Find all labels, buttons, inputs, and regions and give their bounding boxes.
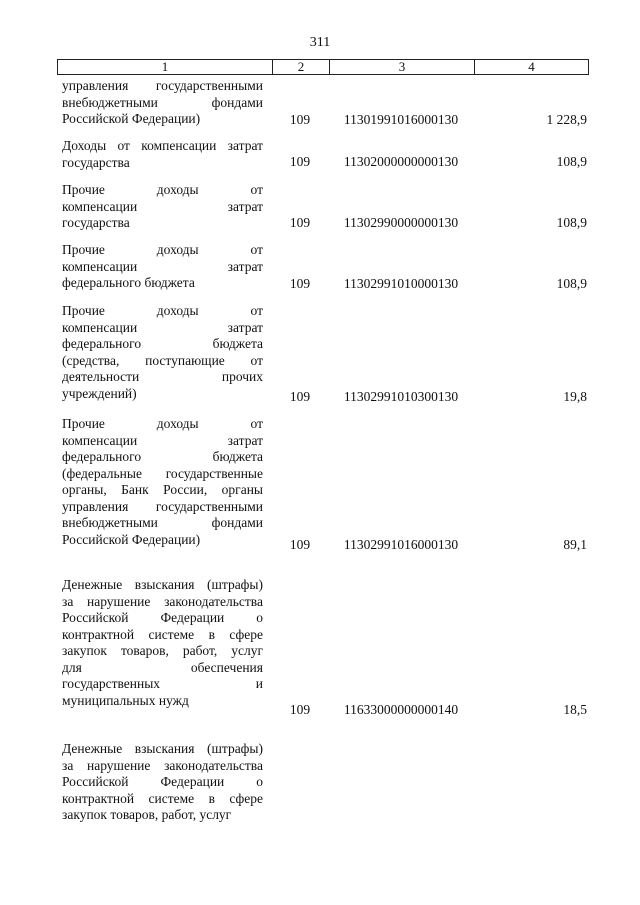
description-line: государственных и: [62, 676, 263, 691]
description-line: управления государственными: [62, 78, 263, 93]
description-line: (федеральные государственные: [62, 465, 263, 481]
description-line: федерального бюджета: [62, 275, 195, 290]
row-admin-code: 109: [289, 276, 311, 291]
description-line: Прочие доходы от: [62, 416, 263, 431]
row-admin-code: 109: [289, 112, 311, 127]
row-amount: 18,5: [563, 702, 587, 717]
row-description: [62, 182, 263, 232]
row-description: [62, 416, 263, 548]
row-admin-code: 109: [289, 537, 311, 552]
column-header-2: 2: [273, 60, 330, 75]
description-line: внебюджетными фондами: [62, 94, 263, 110]
row-admin-code: 109: [289, 702, 311, 717]
description-line: Денежные взыскания (штрафы): [62, 577, 263, 592]
row-amount: 89,1: [563, 537, 587, 552]
row-budget-classification-code: 11302991016000130: [343, 537, 459, 552]
row-amount: 108,9: [556, 276, 587, 291]
row-description: [62, 242, 263, 292]
row-budget-classification-code: 11633000000000140: [343, 702, 459, 717]
row-description: [62, 741, 263, 824]
row-budget-classification-code: 11302990000000130: [343, 215, 459, 230]
description-line: муниципальных нужд: [62, 692, 189, 708]
description-line: компенсации затрат: [62, 258, 263, 274]
description-line: компенсации затрат: [62, 198, 263, 214]
column-header-4: 4: [475, 60, 589, 75]
description-line: государства: [62, 215, 130, 230]
description-line: компенсации затрат: [62, 432, 263, 448]
row-amount: 1 228,9: [546, 112, 587, 127]
column-header-3: 3: [330, 60, 475, 75]
description-line: Российской Федерации о: [62, 774, 263, 789]
description-line: Российской Федерации): [62, 111, 201, 126]
row-description: [62, 577, 263, 709]
description-line: контрактной системе в сфере: [62, 790, 263, 806]
column-header-1: 1: [58, 60, 273, 75]
description-line: (средства, поступающие от: [62, 352, 263, 368]
description-line: Прочие доходы от: [62, 242, 263, 257]
row-budget-classification-code: 11302991010000130: [343, 276, 459, 291]
row-description: [62, 138, 263, 171]
description-line: за нарушение законодательства: [62, 593, 263, 609]
row-amount: 108,9: [556, 154, 587, 169]
description-line: Российской Федерации о: [62, 610, 263, 625]
description-line: федерального бюджета: [62, 449, 263, 464]
description-line: внебюджетными фондами: [62, 515, 263, 530]
description-line: закупок товаров, работ, услуг: [62, 807, 232, 822]
description-line: государства: [62, 154, 130, 170]
description-line: деятельности прочих: [62, 369, 263, 384]
description-line: для обеспечения: [62, 659, 263, 675]
row-amount: 19,8: [563, 389, 587, 404]
row-budget-classification-code: 11301991016000130: [343, 112, 459, 127]
description-line: Денежные взыскания (штрафы): [62, 741, 263, 756]
column-header-table: [57, 59, 589, 75]
description-line: учреждений): [62, 385, 137, 401]
description-line: Прочие доходы от: [62, 303, 263, 318]
row-amount: 108,9: [556, 215, 587, 230]
row-description: [62, 303, 263, 402]
description-line: за нарушение законодательства: [62, 757, 263, 773]
page-number: 311: [309, 35, 331, 50]
row-budget-classification-code: 11302000000000130: [343, 154, 459, 169]
row-budget-classification-code: 11302991010300130: [343, 389, 459, 404]
description-line: органы, Банк России, органы: [62, 482, 263, 497]
row-admin-code: 109: [289, 154, 311, 169]
row-admin-code: 109: [289, 215, 311, 230]
column-header-row: [58, 60, 589, 75]
description-line: компенсации затрат: [62, 319, 263, 335]
description-line: Доходы от компенсации затрат: [62, 138, 263, 153]
description-line: федерального бюджета: [62, 336, 263, 351]
row-admin-code: 109: [289, 389, 311, 404]
description-line: контрактной системе в сфере: [62, 626, 263, 642]
description-line: управления государственными: [62, 498, 263, 514]
description-line: Российской Федерации): [62, 531, 201, 547]
description-line: закупок товаров, работ, услуг: [62, 643, 263, 658]
row-description: [62, 78, 263, 128]
description-line: Прочие доходы от: [62, 182, 263, 197]
